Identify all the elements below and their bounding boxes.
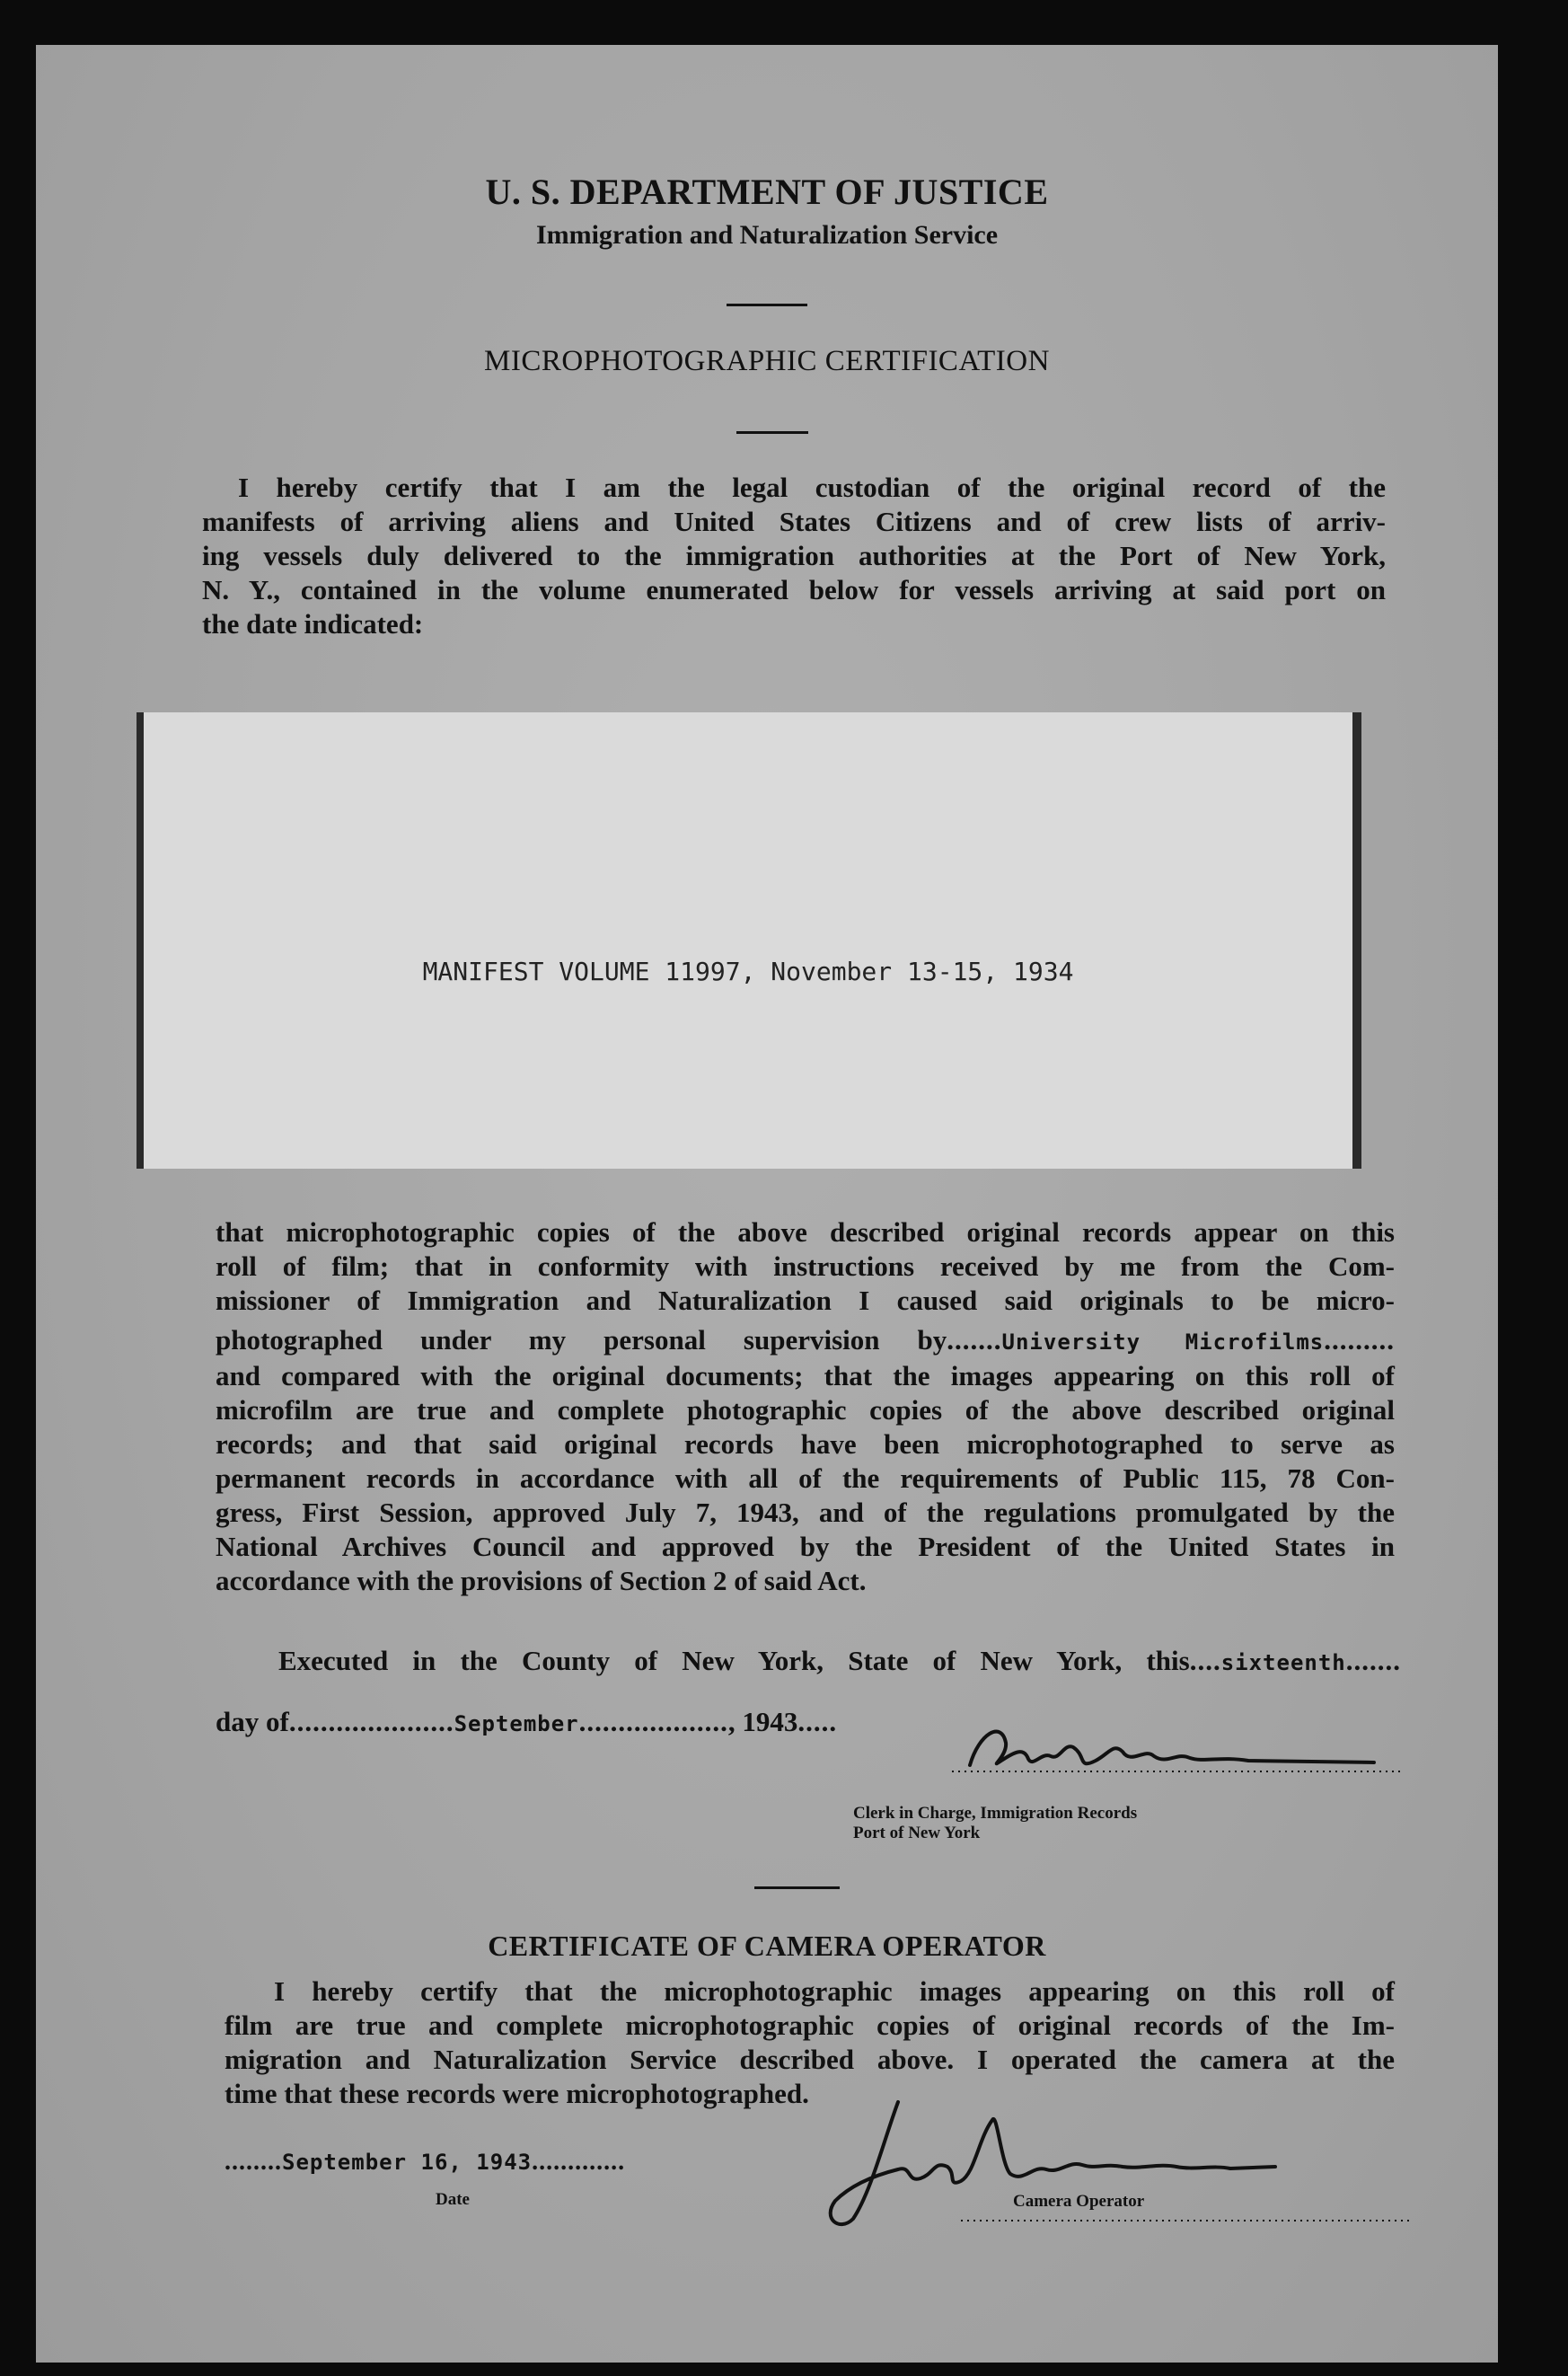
manifest-volume-box (137, 712, 1361, 1169)
clerk-title-line1: Clerk in Charge, Immigration Records (853, 1804, 1138, 1823)
clerk-title-line2: Port of New York (853, 1824, 981, 1842)
body-line: accordance with the provisions of Section 2 of said Act. (216, 1565, 867, 1596)
camera-certificate-title: CERTIFICATE OF CAMERA OPERATOR (488, 1930, 1046, 1962)
dot-leader: ........ (225, 2148, 282, 2176)
executed-month: September (454, 1711, 579, 1736)
dot-leader: .... (1189, 1645, 1221, 1676)
intro-line: N. Y., contained in the volume enumerated below for vessels arriving at said port on (202, 574, 1386, 605)
body-line: National Archives Council and approved by the President of the United States in (216, 1531, 1395, 1562)
dot-leader: ................... (578, 1706, 728, 1737)
service-subheading: Immigration and Naturalization Service (535, 220, 999, 250)
body-line: and compared with the original documents; that the images appearing on this roll of (216, 1360, 1395, 1391)
certification-title: MICROPHOTOGRAPHIC CERTIFICATION (484, 345, 1050, 377)
intro-line: ing vessels duly delivered to the immigration authorities at the Port of New York, (202, 540, 1386, 571)
day-of-label: day of (216, 1706, 289, 1737)
intro-line: the date indicated: (202, 608, 424, 640)
title-divider (736, 431, 808, 434)
certification-body (216, 1215, 1395, 1598)
camera-line: film are true and complete microphotographic copies of original records of the Im- (225, 2009, 1395, 2041)
body-line: gress, First Session, approved July 7, 1943, and of the regulations promulgated by the (216, 1497, 1395, 1528)
body-line: microfilm are true and complete photographic copies of the above described original (216, 1394, 1395, 1426)
header-divider (727, 304, 807, 306)
body-line-supervisor (216, 1323, 1395, 1359)
body-line: records; and that said original records have been microphotographed to serve as (216, 1428, 1395, 1460)
body-line: missioner of Immigration and Naturalization I caused said originals to be micro- (216, 1285, 1395, 1316)
camera-line: I hereby certify that the microphotographic images appearing on this roll of (274, 1975, 1395, 2007)
camera-line: time that these records were microphotographed. (225, 2078, 809, 2109)
dot-leader: ......... (1324, 1324, 1396, 1356)
dot-leader: ............. (532, 2148, 626, 2176)
camera-date: September 16, 1943 (282, 2150, 533, 2175)
section-divider (754, 1886, 840, 1889)
day-of-line (216, 1705, 867, 1741)
body-line: that microphotographic copies of the above described original records appear on this (216, 1216, 1395, 1248)
certificate-sheet (36, 45, 1498, 2363)
camera-date-line (225, 2145, 727, 2179)
dot-leader: ....... (1345, 1645, 1401, 1676)
intro-line: manifests of arriving aliens and United States Citizens and of crew lists of arriv- (202, 506, 1386, 537)
intro-line: I hereby certify that I am the legal custodian of the original record of the (238, 472, 1386, 503)
manifest-volume-text: MANIFEST VOLUME 11997, November 13-15, 1934 (422, 957, 1074, 986)
dot-leader: ..................... (288, 1706, 454, 1737)
department-heading: U. S. DEPARTMENT OF JUSTICE (485, 172, 1049, 212)
supervisor-name: University Microfilms (1001, 1329, 1325, 1355)
body-line: permanent records in accordance with all of the requirements of Public 115, 78 Con- (216, 1462, 1395, 1494)
dot-leader: ....... (947, 1324, 1002, 1356)
clerk-title (853, 1804, 1137, 1843)
camera-operator-label: Camera Operator (1013, 2192, 1145, 2211)
camera-line: migration and Naturalization Service described above. I operated the camera at the (225, 2044, 1395, 2075)
executed-line (278, 1644, 1401, 1680)
executed-day: sixteenth (1220, 1650, 1346, 1675)
body-line: roll of film; that in conformity with instructions received by me from the Com- (216, 1250, 1395, 1282)
executed-year: , 1943 (727, 1706, 798, 1737)
dot-leader: ..... (797, 1706, 838, 1737)
executed-prefix: Executed in the County of New York, State of New York, this (278, 1645, 1190, 1676)
clerk-signature (952, 1716, 1401, 1788)
intro-paragraph (202, 471, 1386, 641)
camera-operator-signature (799, 2084, 1410, 2237)
camera-date-label: Date (436, 2190, 470, 2209)
body-line-prefix: photographed under my personal supervision by (216, 1324, 947, 1356)
